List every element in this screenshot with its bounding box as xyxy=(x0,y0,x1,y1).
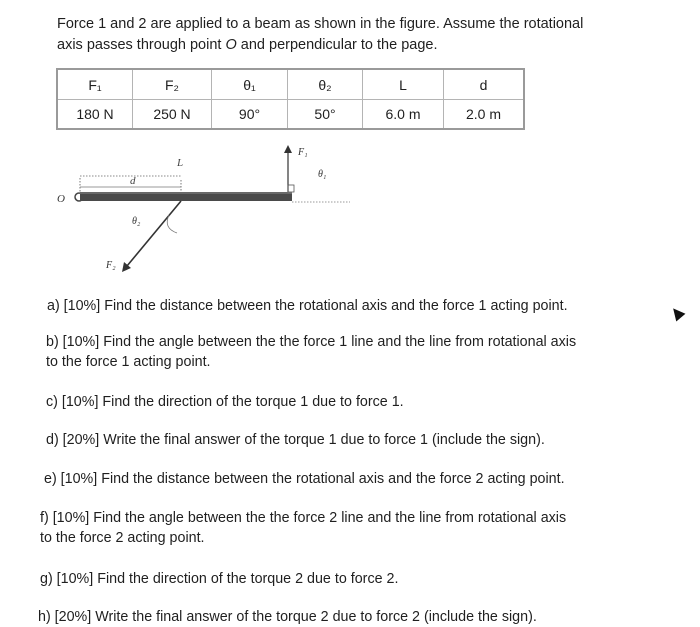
problem-line-2-post: and perpendicular to the page. xyxy=(236,37,438,53)
value-L: 6.0 m xyxy=(363,100,444,130)
question-b-line-1: b) [10%] Find the angle between the the force 1 line and the line from rotational axis xyxy=(46,334,577,350)
question-g: g) [10%] Find the direction of the torque 2 due to force 2. xyxy=(40,571,399,587)
point-O-label: O xyxy=(225,37,237,53)
label-d: d xyxy=(130,175,136,187)
label-O: O xyxy=(57,193,65,205)
question-b-line-2: to the force 1 acting point. xyxy=(46,354,211,370)
label-theta1: θ₁ xyxy=(318,169,327,180)
value-F1: 180 N xyxy=(57,100,133,130)
problem-line-2-pre: axis passes through point xyxy=(57,37,226,53)
header-theta2: θ₂ xyxy=(288,69,363,100)
label-F2: F₂ xyxy=(106,260,116,271)
label-F1: F₁ xyxy=(298,147,308,158)
header-L: L xyxy=(363,69,444,100)
header-d: d xyxy=(444,69,525,100)
question-c: c) [10%] Find the direction of the torque 1 due to force 1. xyxy=(46,394,404,410)
value-F2: 250 N xyxy=(133,100,212,130)
question-a: a) [10%] Find the distance between the rotational axis and the force 1 acting point. xyxy=(47,298,568,314)
question-e: e) [10%] Find the distance between the rotational axis and the force 2 acting point. xyxy=(44,471,565,487)
problem-line-1: Force 1 and 2 are applied to a beam as shown in the figure. Assume the rotational xyxy=(57,16,584,32)
question-h: h) [20%] Write the final answer of the torque 2 due to force 2 (include the sign). xyxy=(38,609,537,625)
question-f-line-1: f) [10%] Find the angle between the the force 2 line and the line from rotational axis xyxy=(40,510,567,526)
value-theta2: 50° xyxy=(288,100,363,130)
question-d: d) [20%] Write the final answer of the torque 1 due to force 1 (include the sign). xyxy=(46,432,545,448)
header-F1: F₁ xyxy=(57,69,133,100)
header-F2: F₂ xyxy=(133,69,212,100)
value-d: 2.0 m xyxy=(444,100,525,130)
label-theta2: θ₂ xyxy=(132,216,141,227)
question-f-line-2: to the force 2 acting point. xyxy=(40,530,205,546)
header-theta1: θ₁ xyxy=(212,69,288,100)
label-L: L xyxy=(177,157,184,169)
value-theta1: 90° xyxy=(212,100,288,130)
